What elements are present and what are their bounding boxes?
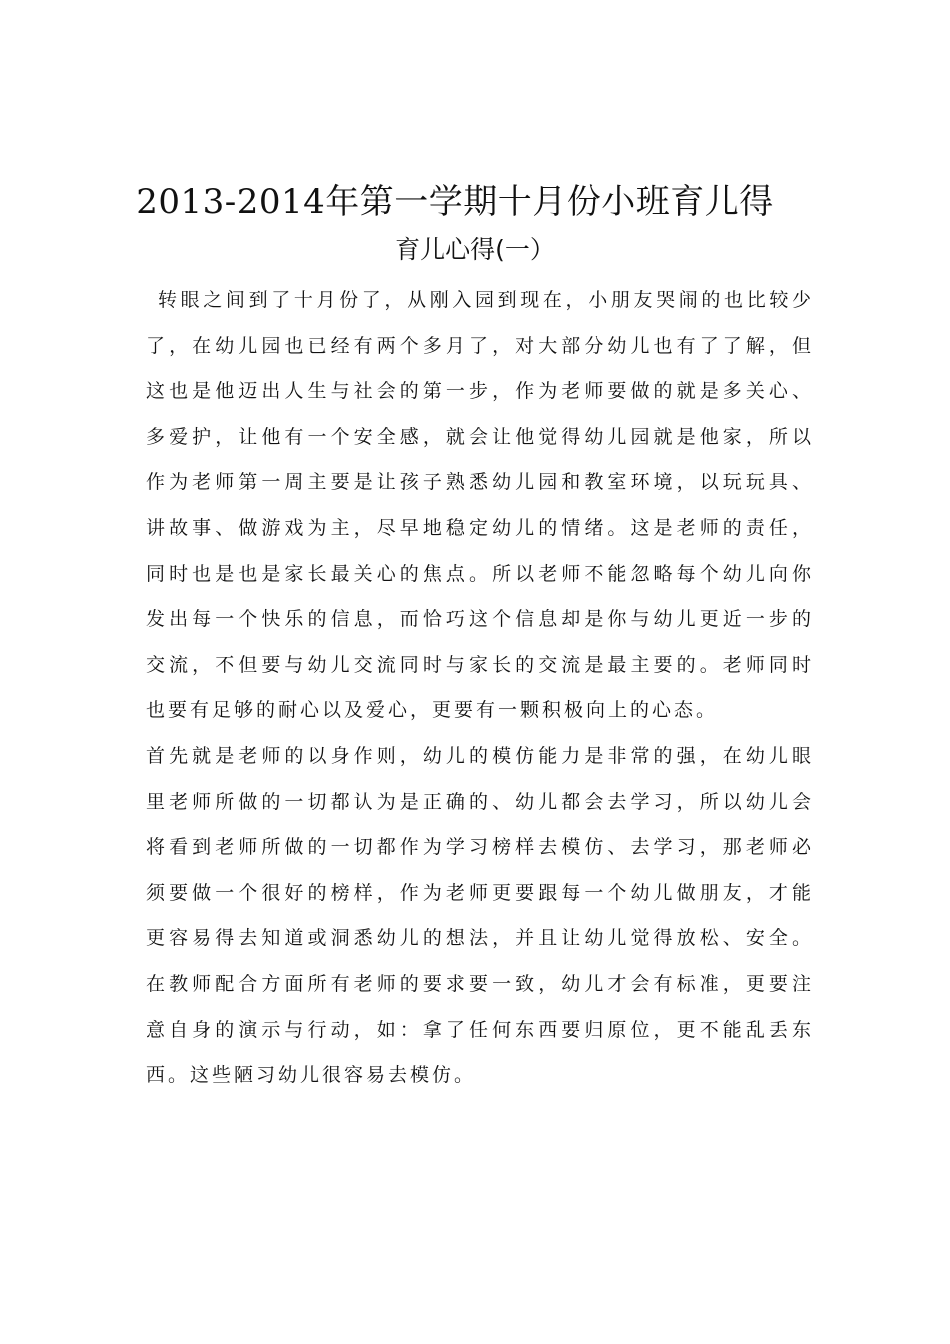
text-line: 首先就是老师的以身作则，幼儿的模仿能力是非常的强，在幼儿眼: [146, 744, 814, 767]
text-line: 同时也是也是家长最关心的焦点。所以老师不能忽略每个幼儿向你: [146, 562, 814, 585]
document-body: [146, 278, 814, 1099]
paragraph-2: [146, 734, 814, 962]
text-line: 将看到老师所做的一切都作为学习榜样去模仿、去学习，那老师必: [146, 836, 814, 859]
text-line: 也要有足够的耐心以及爱心，更要有一颗积极向上的心态。: [146, 699, 719, 722]
text-line: 这也是他迈出人生与社会的第一步，作为老师要做的就是多关心、: [146, 380, 814, 403]
document-subtitle: 育儿心得(一）: [395, 235, 555, 264]
text-line: 里老师所做的一切都认为是正确的、幼儿都会去学习，所以幼儿会: [146, 790, 814, 813]
text-line: 交流，不但要与幼儿交流同时与家长的交流是最主要的。老师同时: [146, 653, 814, 676]
text-line: 发出每一个快乐的信息，而恰巧这个信息却是你与幼儿更近一步的: [146, 608, 814, 631]
paragraph-1: [146, 278, 814, 734]
text-line: 讲故事、做游戏为主，尽早地稳定幼儿的情绪。这是老师的责任，: [146, 516, 814, 539]
text-line: 在教师配合方面所有老师的要求要一致，幼儿才会有标准，更要注: [146, 972, 814, 995]
text-line: 转眼之间到了十月份了，从刚入园到现在，小朋友哭闹的也比较少: [158, 289, 814, 311]
text-line: 须要做一个很好的榜样，作为老师更要跟每一个幼儿做朋友，才能: [146, 881, 814, 904]
text-line: 了，在幼儿园也已经有两个多月了，对大部分幼儿也有了了解，但: [146, 334, 814, 357]
text-line: 更容易得去知道或洞悉幼儿的想法，并且让幼儿觉得放松、安全。: [146, 927, 814, 950]
document-title: 2013-2014年第一学期十月份小班育儿得: [136, 182, 774, 222]
paragraph-3: [146, 962, 814, 1099]
text-line: 西。这些陋习幼儿很容易去模仿。: [146, 1064, 477, 1087]
text-line: 作为老师第一周主要是让孩子熟悉幼儿园和教室环境，以玩玩具、: [146, 471, 814, 494]
text-line: 多爱护，让他有一个安全感，就会让他觉得幼儿园就是他家，所以: [146, 425, 814, 448]
text-line: 意自身的演示与行动，如：拿了任何东西要归原位，更不能乱丢东: [146, 1018, 814, 1041]
